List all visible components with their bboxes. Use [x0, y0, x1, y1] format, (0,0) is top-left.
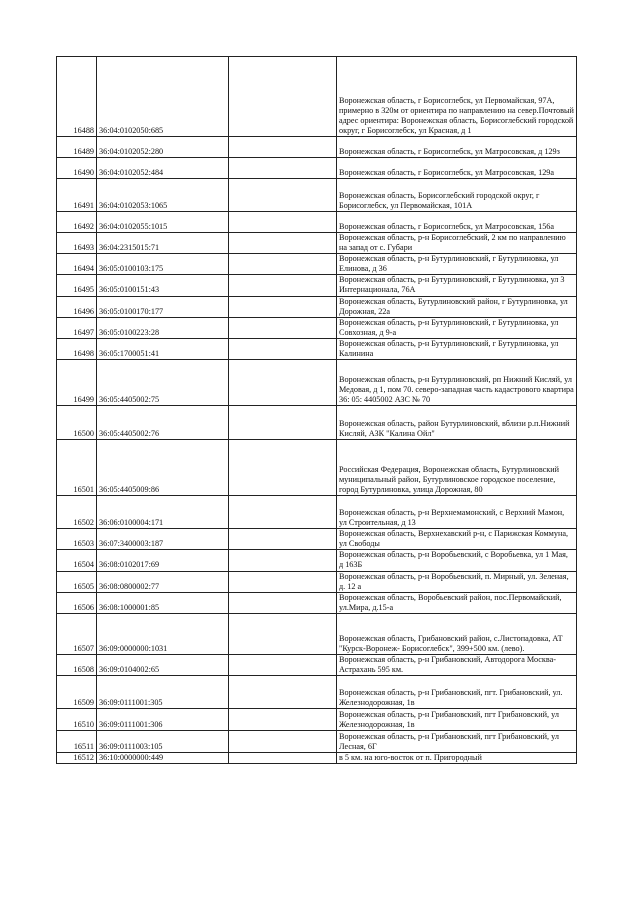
row-number: 16509: [57, 676, 97, 709]
row-number: 16508: [57, 654, 97, 675]
table-row: [57, 406, 577, 440]
cadastral-number: 36:08:0102017:69: [97, 550, 229, 571]
table-row: [57, 212, 577, 233]
table-row: [57, 296, 577, 317]
cadastral-number: 36:04:2315015:71: [97, 233, 229, 254]
row-number: 16501: [57, 440, 97, 496]
cadastral-number: 36:09:0111001:305: [97, 676, 229, 709]
address: Воронежская область, г Борисоглебск, ул Матросовская, д 129з: [337, 137, 577, 158]
empty-cell: [229, 753, 337, 764]
empty-cell: [229, 233, 337, 254]
row-number: 16489: [57, 137, 97, 158]
table-row: [57, 137, 577, 158]
address: Воронежская область, район Бутурлиновский, вблизи р.п.Нижний Кисляй, АЗК "Калина Ойл": [337, 406, 577, 440]
cadastral-number: 36:09:0111003:105: [97, 731, 229, 753]
address: Воронежская область, г Борисоглебск, ул Матросовская, 156а: [337, 212, 577, 233]
cadastral-number: 36:09:0111001:306: [97, 709, 229, 731]
cadastral-number: 36:09:0000000:1031: [97, 613, 229, 654]
cadastral-number: 36:05:1700051:41: [97, 338, 229, 359]
empty-cell: [229, 406, 337, 440]
table-row: [57, 529, 577, 550]
empty-cell: [229, 158, 337, 179]
row-number: 16503: [57, 529, 97, 550]
cadastral-number: 36:04:0102055:1015: [97, 212, 229, 233]
cadastral-number: 36:05:0100223:28: [97, 317, 229, 338]
address: Воронежская область, г Борисоглебск, ул Первомайская, 97А, примерно в 320м от ориентира по направлению на север.Почтовый адрес ориентира: Воронежская область, Борисоглебский городской округ, г Борисоглебск, ул Красная, д 1: [337, 57, 577, 137]
table-row: [57, 57, 577, 137]
empty-cell: [229, 613, 337, 654]
empty-cell: [229, 529, 337, 550]
empty-cell: [229, 571, 337, 592]
empty-cell: [229, 676, 337, 709]
address: в 5 км. на юго-восток от п. Пригородный: [337, 753, 577, 764]
empty-cell: [229, 550, 337, 571]
row-number: 16488: [57, 57, 97, 137]
address: Воронежская область, р-н Бутурлиновский, г Бутурлиновка, ул Совхозная, д 9-а: [337, 317, 577, 338]
table-row: [57, 550, 577, 571]
cadastral-number: 36:08:1000001:85: [97, 592, 229, 613]
cadastral-number: 36:10:0000000:449: [97, 753, 229, 764]
row-number: 16493: [57, 233, 97, 254]
cadastral-number: 36:04:0102053:1065: [97, 179, 229, 212]
empty-cell: [229, 137, 337, 158]
row-number: 16494: [57, 254, 97, 275]
land-plot-table: [56, 56, 577, 764]
empty-cell: [229, 57, 337, 137]
table-row: [57, 676, 577, 709]
cadastral-number: 36:08:0800002:77: [97, 571, 229, 592]
row-number: 16497: [57, 317, 97, 338]
table-row: [57, 731, 577, 753]
empty-cell: [229, 709, 337, 731]
row-number: 16506: [57, 592, 97, 613]
empty-cell: [229, 440, 337, 496]
row-number: 16500: [57, 406, 97, 440]
table-row: [57, 571, 577, 592]
table-row: [57, 233, 577, 254]
cadastral-number: 36:07:3400003:187: [97, 529, 229, 550]
address: Воронежская область, р-н Грибановский, пгт Грибановский, ул Железнодорожная, 1в: [337, 709, 577, 731]
table-row: [57, 254, 577, 275]
cadastral-number: 36:05:0100103:175: [97, 254, 229, 275]
table-row: [57, 592, 577, 613]
cadastral-number: 36:04:0102050:685: [97, 57, 229, 137]
address: Воронежская область, р-н Бутурлиновский, рп Нижний Кисляй, ул Медовая, д 1, пом 70. северо-западная часть кадастрового квартира 36: 05: 4405002 АЗС № 70: [337, 360, 577, 406]
table-row: [57, 179, 577, 212]
table-row: [57, 709, 577, 731]
empty-cell: [229, 275, 337, 296]
cadastral-number: 36:06:0100004:171: [97, 496, 229, 529]
address: Воронежская область, Верхнехавский р-н, с Парижская Коммуна, ул Свободы: [337, 529, 577, 550]
cadastral-number: 36:04:0102052:484: [97, 158, 229, 179]
row-number: 16505: [57, 571, 97, 592]
row-number: 16490: [57, 158, 97, 179]
cadastral-number: 36:05:4405009:86: [97, 440, 229, 496]
address: Воронежская область, р-н Бутурлиновский, г Бутурлиновка, ул Елинова, д 36: [337, 254, 577, 275]
row-number: 16512: [57, 753, 97, 764]
table-row: [57, 317, 577, 338]
table-row: [57, 158, 577, 179]
address: Воронежская область, Воробьевский район, пос.Первомайский, ул.Мира, д.15-а: [337, 592, 577, 613]
cadastral-number: 36:05:0100151:43: [97, 275, 229, 296]
row-number: 16502: [57, 496, 97, 529]
empty-cell: [229, 296, 337, 317]
cadastral-number: 36:04:0102052:280: [97, 137, 229, 158]
cadastral-number: 36:09:0104002:65: [97, 654, 229, 675]
cadastral-number: 36:05:4405002:76: [97, 406, 229, 440]
row-number: 16499: [57, 360, 97, 406]
address: Воронежская область, Грибановский район, с.Листопадовка, АТ "Курск-Воронеж- Борисоглебск", 399+500 км. (лево).: [337, 613, 577, 654]
address: Воронежская область, г Борисоглебск, ул Матросовская, 129а: [337, 158, 577, 179]
row-number: 16507: [57, 613, 97, 654]
row-number: 16510: [57, 709, 97, 731]
address: Российская Федерация, Воронежская область, Бутурлиновский муниципальный район, Бутурлиновское городское поселение, город Бутурлиновка, улица Дорожная, 80: [337, 440, 577, 496]
row-number: 16496: [57, 296, 97, 317]
table-row: [57, 360, 577, 406]
address: Воронежская область, р-н Воробьевский, с Воробьевка, ул 1 Мая, д 163Б: [337, 550, 577, 571]
address: Воронежская область, р-н Верхнемамонский, с Верхний Мамон, ул Строительная, д 13: [337, 496, 577, 529]
row-number: 16495: [57, 275, 97, 296]
cadastral-number: 36:05:4405002:75: [97, 360, 229, 406]
empty-cell: [229, 254, 337, 275]
address: Воронежская область, Бутурлиновский район, г Бутурлиновка, ул Дорожная, 22а: [337, 296, 577, 317]
address: Воронежская область, р-н Бутурлиновский, г Бутурлиновка, ул Калинина: [337, 338, 577, 359]
empty-cell: [229, 592, 337, 613]
table-row: [57, 753, 577, 764]
row-number: 16498: [57, 338, 97, 359]
table-row: [57, 338, 577, 359]
row-number: 16491: [57, 179, 97, 212]
empty-cell: [229, 496, 337, 529]
table-row: [57, 275, 577, 296]
empty-cell: [229, 179, 337, 212]
row-number: 16511: [57, 731, 97, 753]
address: Воронежская область, р-н Бутурлиновский, г Бутурлиновка, ул 3 Интернационала, 76А: [337, 275, 577, 296]
address: Воронежская область, Борисоглебский городской округ, г Борисоглебск, ул Первомайская, 101А: [337, 179, 577, 212]
table-row: [57, 496, 577, 529]
table-body: [57, 57, 577, 764]
row-number: 16492: [57, 212, 97, 233]
empty-cell: [229, 360, 337, 406]
empty-cell: [229, 317, 337, 338]
address: Воронежская область, р-н Грибановский, пгт Грибановский, ул Лесная, 6Г: [337, 731, 577, 753]
address: Воронежская область, р-н Грибановский, Автодорога Москва-Астрахань 595 км.: [337, 654, 577, 675]
address: Воронежская область, р-н Борисоглебский, 2 км по направлению на запад от с. Губари: [337, 233, 577, 254]
table-row: [57, 440, 577, 496]
empty-cell: [229, 731, 337, 753]
cadastral-number: 36:05:0100170:177: [97, 296, 229, 317]
empty-cell: [229, 212, 337, 233]
empty-cell: [229, 654, 337, 675]
address: Воронежская область, р-н Воробьевский, п. Мирный, ул. Зеленая, д. 12 а: [337, 571, 577, 592]
empty-cell: [229, 338, 337, 359]
address: Воронежская область, р-н Грибановский, пгт. Грибановский, ул. Железнодорожная, 1в: [337, 676, 577, 709]
table-row: [57, 613, 577, 654]
row-number: 16504: [57, 550, 97, 571]
table-row: [57, 654, 577, 675]
